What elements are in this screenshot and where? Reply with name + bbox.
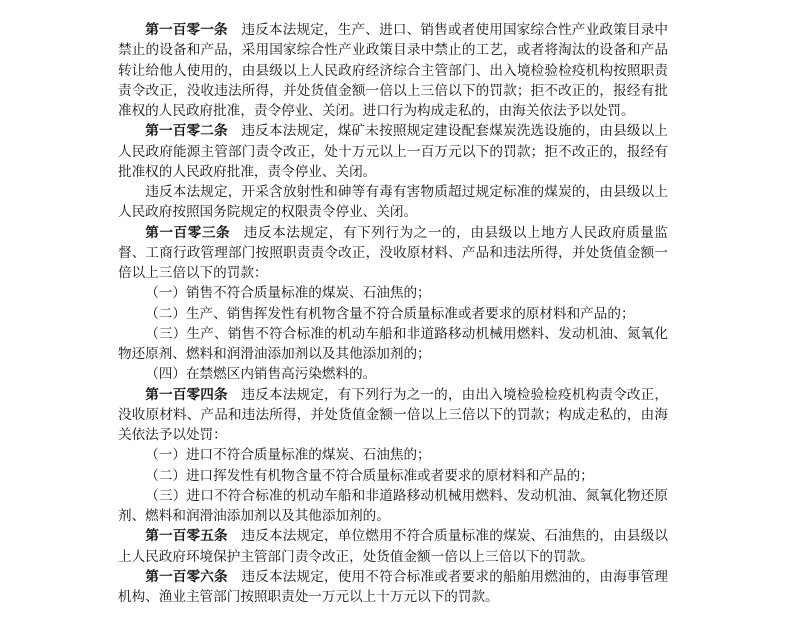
article-text: 违反本法规定，单位燃用不符合质量标准的煤炭、石油焦的，由县级以上人民政府环境保护主管部门责令改正，处货值金额一倍以上三倍以下的罚款。: [118, 528, 669, 565]
list-item: （三）进口不符合标准的机动车船和非道路移动机械用燃料、发动机油、氮氧化物还原剂、燃料和润滑油添加剂以及其他添加剂的。: [118, 487, 668, 524]
article-text: 违反本法规定，有下列行为之一的，由出入境检验检疫机构责令改正，没收原材料、产品和违法所得，并处货值金额一倍以上三倍以下的罚款；构成走私的，由海关依法予以处罚：: [118, 386, 669, 443]
article-text: 违反本法规定，有下列行为之一的，由县级以上地方人民政府质量监督、工商行政管理部门按照职责责令改正，没收原材料、产品和违法所得，并处货值金额一倍以上三倍以下的罚款：: [118, 224, 669, 281]
article-title: 第一百零三条: [145, 224, 231, 241]
article-101: [118, 20, 668, 121]
article-text: 违反本法规定，生产、进口、销售或者使用国家综合性产业政策目录中禁止的设备和产品，采用国家综合性产业政策目录中禁止的工艺，或者将淘汰的设备和产品转让给他人使用的，由县级以上人民政府经济综合主管部门、出入境检验检疫机构按照职责责令改正，没收违法所得，并处货值金额一倍以上三倍以下的罚款；拒不改正的，报经有批准权的人民政府批准，责令停业、关闭。进口行为构成走私的，由海关依法予以处罚。: [118, 22, 669, 119]
list-item: （三）生产、销售不符合标准的机动车船和非道路移动机械用燃料、发动机油、氮氧化物还原剂、燃料和润滑油添加剂以及其他添加剂的；: [118, 325, 668, 362]
article-text: 违反本法规定，使用不符合标准或者要求的船舶用燃油的，由海事管理机构、渔业主管部门按照职责处一万元以上十万元以下的罚款。: [118, 568, 669, 605]
list-item: （一）进口不符合质量标准的煤炭、石油焦的；: [145, 447, 431, 464]
article-104: [118, 385, 668, 446]
list-item: （一）销售不符合质量标准的煤炭、石油焦的；: [145, 285, 431, 302]
list-item: （四）在禁燃区内销售高污染燃料的。: [145, 366, 377, 383]
article-105: [118, 526, 668, 567]
article-title: 第一百零二条: [145, 123, 228, 140]
article-102: [118, 121, 668, 182]
article-title: 第一百零一条: [145, 22, 228, 38]
article-106: [118, 567, 668, 608]
article-title: 第一百零四条: [145, 386, 228, 403]
article-102-paragraph-2: 违反本法规定，开采含放射性和砷等有毒有害物质超过规定标准的煤炭的，由县级以上人民政府按照国务院规定的权限责令停业、关闭。: [118, 184, 668, 221]
article-title: 第一百零六条: [145, 568, 228, 585]
article-text: 违反本法规定，煤矿未按照规定建设配套煤炭洗选设施的，由县级以上人民政府能源主管部门责令改正，处十万元以上一百万元以下的罚款；拒不改正的，报经有批准权的人民政府批准，责令停业、关闭。: [118, 123, 669, 180]
article-103: [118, 223, 668, 284]
list-item: （二）进口挥发性有机物含量不符合质量标准或者要求的原材料和产品的；: [145, 467, 594, 484]
article-title: 第一百零五条: [145, 528, 228, 545]
list-item: （二）生产、销售挥发性有机物含量不符合质量标准或者要求的原材料和产品的；: [145, 305, 635, 322]
